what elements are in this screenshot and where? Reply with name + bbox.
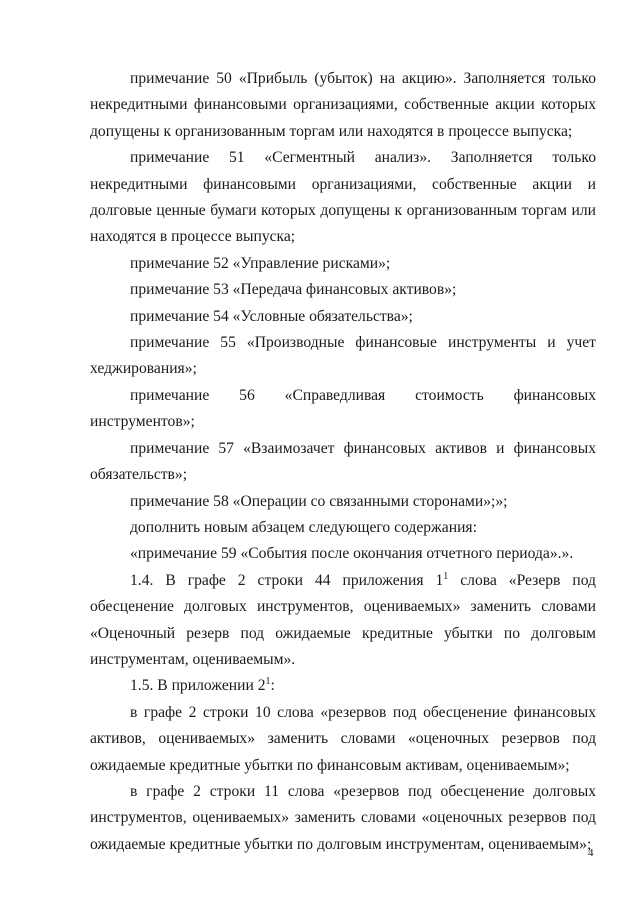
paragraph-note-57: примечание 57 «Взаимозачет финансовых активов и финансовых обязательств»; (90, 439, 596, 484)
item-1-5-text-end: : (270, 677, 275, 695)
paragraph-note-54: примечание 54 «Условные обязательства»; (130, 307, 413, 325)
page-number: 4 (588, 847, 594, 859)
item-1-4-text-start: 1.4. В графе 2 строки 44 приложения 1 (130, 571, 444, 589)
paragraph-item-1-4 (90, 568, 596, 674)
paragraph-note-53: примечание 53 «Передача финансовых активов»; (130, 281, 457, 299)
paragraph-item-1-5 (90, 673, 596, 699)
paragraph-note-59: «примечание 59 «События после окончания отчетного периода».». (130, 545, 574, 563)
body-text (90, 66, 596, 858)
item-1-5-text-start: 1.5. В приложении 2 (130, 677, 266, 695)
paragraph-add-instruction: дополнить новым абзацем следующего содержания: (130, 518, 477, 536)
paragraph-note-56: примечание 56 «Справедливая стоимость финансовых инструментов»; (90, 386, 596, 431)
item-1-5-superscript: 1 (265, 676, 271, 688)
paragraph-note-51: примечание 51 «Сегментный анализ». Заполняется только некредитными финансовыми организациями, собственные акции и долговые ценные бумаги которых допущены к организованным торгам или находятся в процессе выпуска; (90, 149, 596, 246)
paragraph-note-55: примечание 55 «Производные финансовые инструменты и учет хеджирования»; (90, 334, 596, 378)
item-1-4-text-end: слова «Резерв под обесценение долговых инструментов, оцениваемых» заменить словами «Оценочный резерв под ожидаемые кредитные убытки по долговым инструментам, оцениваемым». (90, 571, 596, 668)
paragraph-line-10: в графе 2 строки 10 слова «резервов под обесценение финансовых активов, оцениваемых» заменить словами «оценочных резервов под ожидаемые кредитные убытки по финансовым активам, оцениваемым»; (90, 703, 596, 774)
item-1-4-superscript: 1 (443, 570, 449, 582)
paragraph-note-50: примечание 50 «Прибыль (убыток) на акцию». Заполняется только некредитными финансовыми организациями, собственные акции которых допущены к организованным торгам или находятся в процессе выпуска; (90, 70, 596, 140)
paragraph-line-11: в графе 2 строки 11 слова «резервов под обесценение долговых инструментов, оцениваемых» заменить словами «оценочных резервов под ожидаемые кредитные убытки по долговым инструментам, оцениваемым»; (90, 782, 596, 853)
paragraph-note-52: примечание 52 «Управление рисками»; (130, 254, 391, 272)
paragraph-note-58: примечание 58 «Операции со связанными сторонами»;»; (130, 492, 508, 510)
